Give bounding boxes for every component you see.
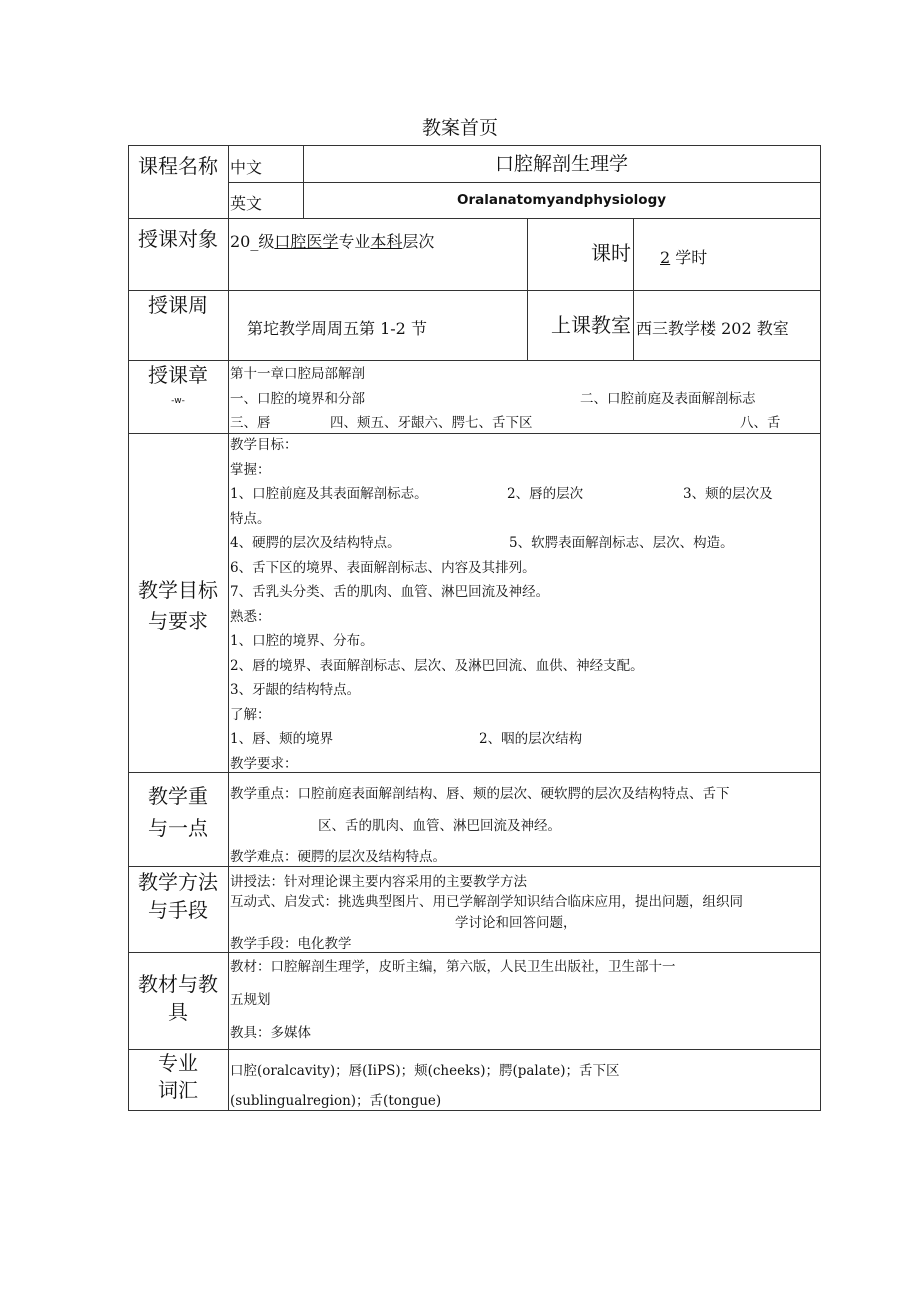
objectives-row-9: [230, 727, 818, 752]
objectives-label: [128, 575, 228, 637]
keypoints-difficult: 教学难点：硬腭的层次及结构特点。: [230, 849, 446, 865]
materials-line-2: 五规划: [230, 992, 271, 1008]
chapter-mark: -w-: [171, 396, 185, 406]
audience-level-suffix: 层次: [402, 232, 435, 251]
methods-label: [128, 868, 228, 924]
objectives-know: 了解：: [230, 706, 271, 723]
keypoints-key-a: 教学重点：口腔前庭表面解剖结构、唇、颊的层次、硬软腭的层次及结构特点、舌下: [230, 786, 730, 802]
keypoints-label-line1: 教学重: [148, 784, 208, 808]
materials-line-1: 教材：口腔解剖生理学，皮昕主编，第六版，人民卫生出版社，卫生部十一: [230, 959, 676, 975]
hours-number: 2: [660, 248, 671, 267]
objectives-familiar: 熟悉：: [230, 608, 271, 625]
materials-label-line2: 具: [168, 1000, 188, 1024]
course-zh-label: 中文: [230, 158, 263, 177]
vocab-line-1: 口腔(oralcavity)；唇(IiPS)；颊(cheeks)；腭(palate)；舌下区: [230, 1063, 620, 1079]
objectives-row-4: 6、舌下区的境界、表面解剖标志、内容及其排列。: [230, 559, 536, 576]
objectives-master: 掌握：: [230, 461, 271, 478]
vocab-label-line1: 专业: [158, 1051, 198, 1075]
keypoints-key-b: 区、舌的肌肉、血管、淋巴回流及神经。: [318, 818, 561, 834]
schedule-value: 第坨教学周周五第 1-2 节: [247, 319, 427, 338]
chapter-line-3: 三、唇: [230, 415, 271, 431]
objectives-label-line2: 与要求: [148, 609, 208, 633]
audience-grade: 20_: [230, 232, 259, 251]
chapter-line-title: 第十一章口腔局部解剖: [230, 366, 365, 382]
course-name-label: 课程名称: [138, 154, 218, 178]
keypoints-label: [128, 780, 228, 844]
methods-label-line2: 与手段: [148, 898, 208, 922]
materials-label: [128, 970, 228, 1026]
chapter-line-5: 八、舌: [740, 415, 781, 431]
audience-grade-suffix: 级: [258, 232, 275, 251]
audience-label: 授课对象: [138, 227, 218, 251]
chapter-line-4: 四、颊五、牙龈六、腭七、舌下区: [330, 415, 533, 431]
materials-line-3: 教具：多媒体: [230, 1025, 311, 1041]
objectives-row-7: 2、唇的境界、表面解剖标志、层次、及淋巴回流、血供、神经支配。: [230, 657, 644, 674]
objectives-row-8: 3、牙龈的结构特点。: [230, 682, 361, 698]
objectives-3a: 4、硬腭的层次及结构特点。: [230, 535, 401, 551]
hours-unit: 学时: [675, 248, 708, 267]
objectives-1b: 2、唇的层次: [507, 486, 584, 502]
chapter-line-1: 一、口腔的境界和分部: [230, 391, 365, 407]
vocab-label-line2: 词汇: [158, 1078, 198, 1102]
chapter-line-2: 二、口腔前庭及表面解剖标志: [580, 391, 756, 407]
objectives-content: [230, 433, 818, 776]
methods-line-3: 学讨论和回答问题，: [455, 915, 577, 931]
audience-level: 本科: [370, 232, 403, 251]
objectives-requirements: 教学要求：: [230, 755, 298, 772]
methods-line-4: 教学手段：电化教学: [230, 936, 352, 952]
materials-label-line1: 教材与教: [138, 972, 218, 996]
objectives-row-2: 特点。: [230, 510, 271, 527]
methods-label-line1: 教学方法: [138, 870, 218, 894]
objectives-3b: 5、软腭表面解剖标志、层次、构造。: [509, 535, 734, 551]
objectives-1a: 1、口腔前庭及其表面解剖标志。: [230, 486, 428, 502]
audience-major-suffix: 专业: [338, 232, 371, 251]
objectives-row-3: [230, 531, 818, 556]
audience-major: 口腔医学: [274, 232, 339, 251]
methods-line-1: 讲授法：针对理论课主要内容采用的主要教学方法: [230, 874, 527, 890]
schedule-label: 授课周: [148, 293, 208, 317]
vocab-line-2: (sublingualregion)；舌(tongue): [230, 1093, 442, 1109]
objectives-row-1: [230, 482, 818, 507]
audience-value: [230, 229, 434, 252]
objectives-label-line1: 教学目标: [138, 578, 218, 602]
course-en-label: 英文: [230, 194, 263, 213]
course-zh-value: 口腔解剖生理学: [494, 153, 628, 175]
objectives-row-5: 7、舌乳头分类、舌的肌肉、血管、淋巴回流及神经。: [230, 584, 550, 600]
hours-label: 课时: [591, 241, 631, 265]
keypoints-label-line2: 与一点: [148, 816, 208, 840]
objectives-row-6: 1、口腔的境界、分布。: [230, 633, 374, 649]
page-title: 教案首页: [421, 117, 498, 139]
chapter-label: 授课章: [148, 363, 208, 387]
room-value: 西三教学楼 202 教室: [636, 319, 789, 338]
methods-line-2: 互动式、启发式：挑选典型图片、用已学解剖学知识结合临床应用，提出问题，组织同: [230, 894, 743, 910]
room-label: 上课教室: [551, 313, 631, 337]
objectives-title: 教学目标：: [230, 437, 298, 453]
vocab-label: [128, 1050, 228, 1104]
objectives-9a: 1、唇、颊的境界: [230, 731, 334, 747]
course-en-value: Oralanatomyandphysiology: [456, 192, 667, 208]
objectives-1c: 3、颊的层次及: [683, 486, 773, 502]
objectives-9b: 2、咽的层次结构: [479, 731, 583, 747]
hours-value: [660, 245, 707, 268]
